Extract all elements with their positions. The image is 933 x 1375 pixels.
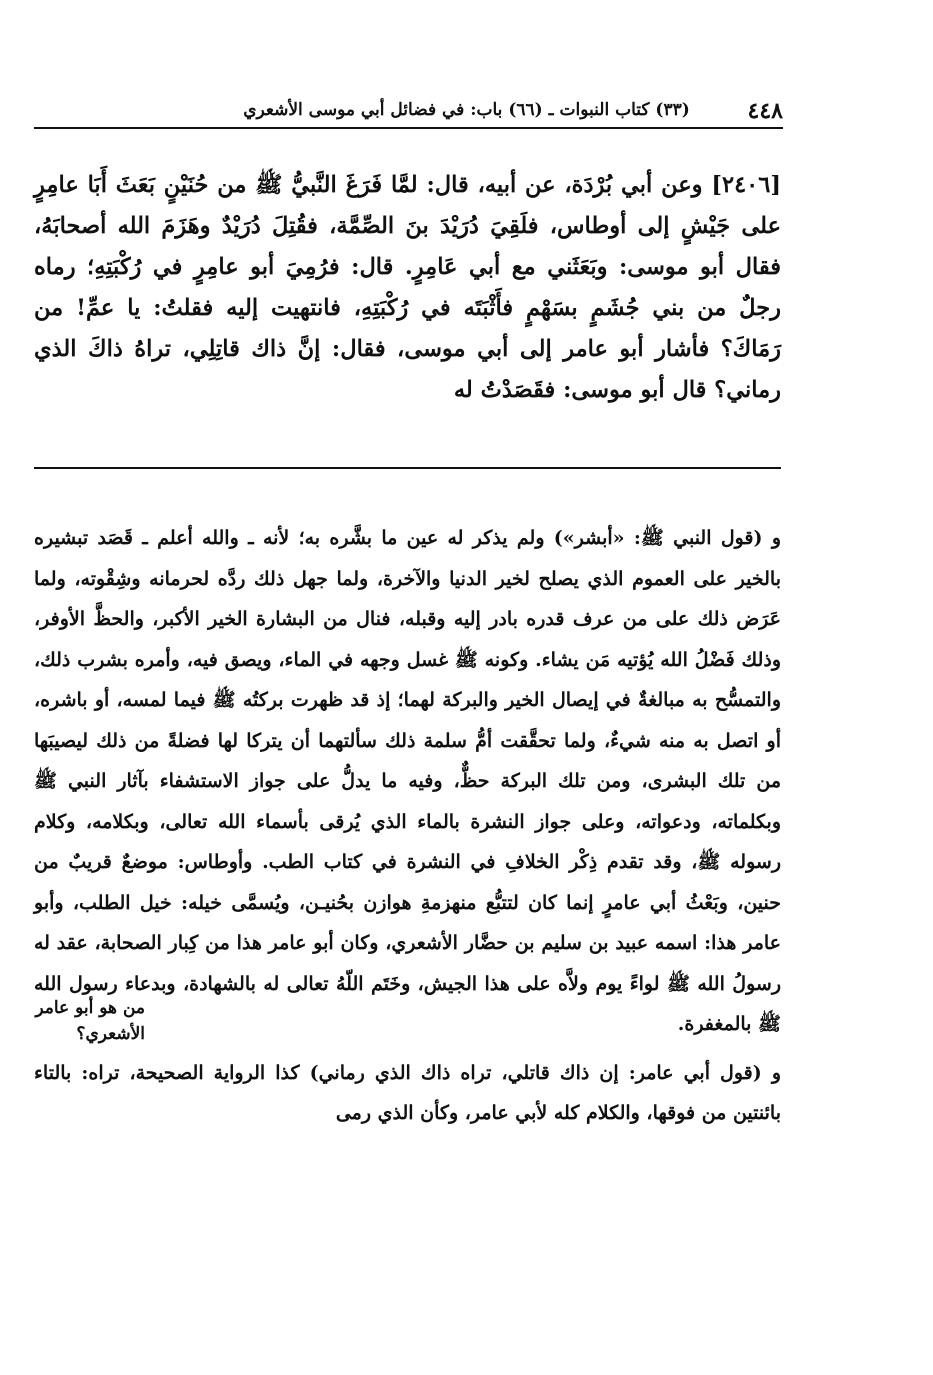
commentary-paragraph-2: و (قول أبي عامر: إن ذاك قاتلي، تراه ذاك الذي رماني) كذا الرواية الصحيحة، تراه: بالتاء بائنتين من فوقها، والكلام كله لأبي عامر، وكأن الذي رمى (34, 1061, 781, 1124)
hadith-body: وعن أبي بُرْدَة، عن أبيه، قال: لمَّا فَرَغَ النَّبيُّ ﷺ من حُنَيْنٍ بَعَثَ أَبَا عامِرٍ على جَيْشٍ إلى أوطاس، فلَقِيَ دُرَيْدَ بنَ الصِّمَّة، فقُتِلَ دُرَيْدٌ وهَزَمَ الله أصحابَهُ، فقال أبو موسى: وبَعَثَني مع أبي عَامِرٍ. قال: فرُمِيَ أبو عامِرٍ في رُكْبَتِهِ؛ رماه رجلٌ من بني جُشَمٍ بسَهْمٍ فأَثْبَتَه في رُكْبَتِهِ، فانتهيت إليه فقلتُ: يا عمِّ! من رَمَاكَ؟ فأشار أبو عامر إلى أبي موسى، فقال: إنَّ ذاك قاتِلِي، تراهُ ذاكَ الذي رماني؟ قال أبو موسى: فقَصَدْتُ له (34, 172, 781, 403)
commentary-paragraph-1: و (قول النبي ﷺ: «أبشر») ولم يذكر له عين ما بشَّره به؛ لأنه ـ والله أعلم ـ قَصَد تبشيره بالخير على العموم الذي يصلح لخير الدنيا والآخرة، ولما جهل ذلك ردَّه لحرمانه وشِقْوته، ولما عَرَض ذلك على من عرف قدره بادر إليه وقبله، فنال من البشارة الخير الأكبر، والحظَّ الأوفر، وذلك فَضْلُ الله يُؤتيه مَن يشاء. وكونه ﷺ غسل وجهه في الماء، ويصق فيه، وأمره بشرب ذلك، والتمسُّح به مبالغةٌ في إيصال الخير والبركة لهما؛ إذ قد ظهرت بركتُه ﷺ فيما لمسه، أو باشره، أو اتصل به منه شيءٌ، ولما تحقَّقت أمُّ سلمة ذلك سألتهما أن يتركا لها فضلةً من ذلك ليصيبَها من تلك البشرى، ومن تلك البركة حظٌّ، وفيه ما يدلُّ على جواز الاستشفاء بآثار النبي ﷺ وبكلماته، ودعواته، وعلى جواز النشرة بالماء الذي يُرقى بأسماء الله تعالى، وبكلامه، وكلام رسوله ﷺ، وقد تقدم ذِكْر الخلافِ في النشرة في كتاب الطب. وأوطاس: موضعٌ قريبٌ من حنين، وبَعْثُ أبي عامرٍ إنما كان لتتبُّع منهزمةِ هوازن بحُنيـن، ويُسمَّى خيله: خيل الطلب، وأبو عامر هذا: اسمه عبيد بن سليم بن حضَّار الأشعري، وكان أبو عامر هذا من كِبار الصحابة، عقد له رسولُ الله ﷺ لواءً يوم ولاَّه على هذا الجيش، وخَتَم اللّهُ تعالى له بالشهادة، وبدعاء رسول الله ﷺ بالمغفرة. (34, 527, 781, 1035)
margin-heading: من هو أبو عامر الأشعري؟ (35, 998, 145, 1044)
header-rule (34, 127, 783, 129)
footnote-separator (34, 467, 781, 469)
commentary-block (34, 518, 781, 1134)
page-number: ٤٤٨ (747, 98, 783, 124)
running-title: (٣٣) كتاب النبوات ـ (٦٦) باب: في فضائل أبي موسى الأشعري (243, 100, 690, 120)
hadith-paragraph (34, 165, 781, 411)
hadith-number: [٢٤٠٦] (711, 172, 781, 198)
hadith-text-block (34, 165, 781, 411)
